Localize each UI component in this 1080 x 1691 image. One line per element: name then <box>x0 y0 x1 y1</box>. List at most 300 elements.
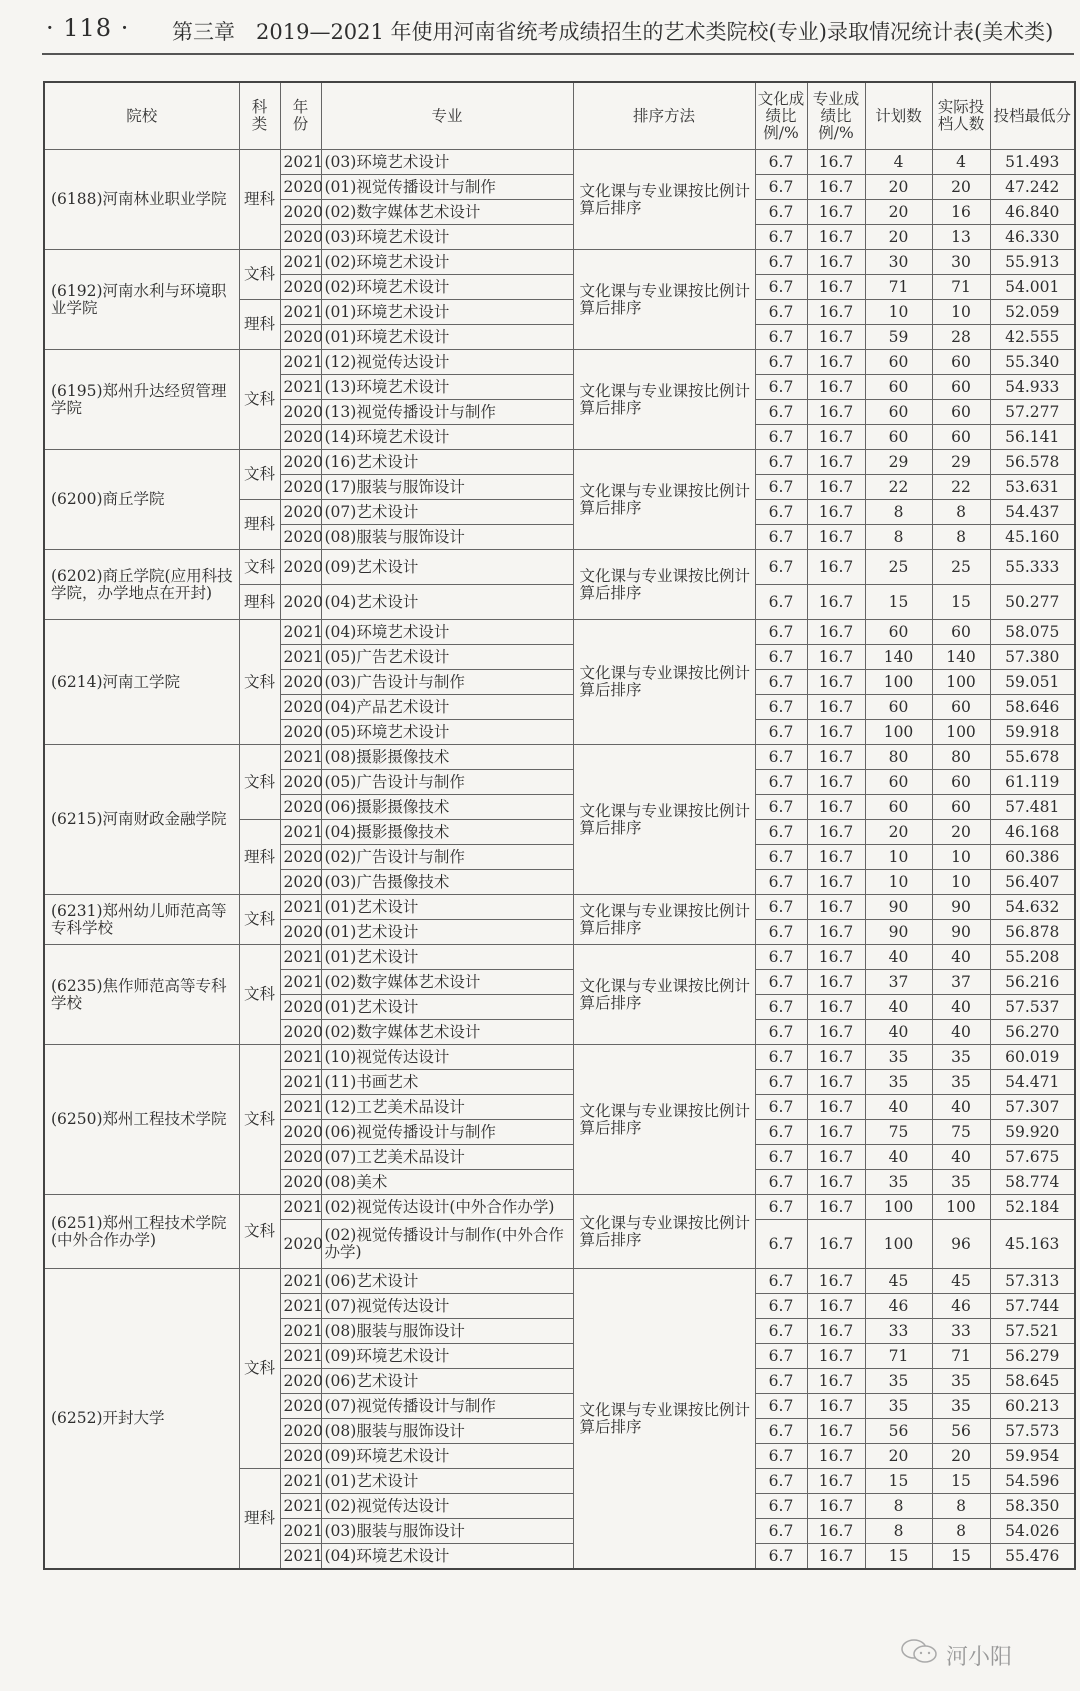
major-cell: (09)环境艺术设计 <box>321 1344 573 1369</box>
subject-type: 理科 <box>239 820 280 895</box>
year-cell: 2020 <box>280 770 321 795</box>
major-cell: (08)美术 <box>321 1170 573 1195</box>
plan-count-cell: 25 <box>865 550 932 585</box>
major-cell: (04)产品艺术设计 <box>321 695 573 720</box>
plan-count-cell: 8 <box>865 1519 932 1544</box>
culture-ratio-cell: 6.7 <box>755 1269 807 1294</box>
major-cell: (01)艺术设计 <box>321 945 573 970</box>
plan-count-cell: 40 <box>865 1145 932 1170</box>
major-ratio-cell: 16.7 <box>807 895 865 920</box>
major-cell: (01)艺术设计 <box>321 920 573 945</box>
watermark-logo <box>900 1637 1012 1673</box>
plan-count-cell: 35 <box>865 1045 932 1070</box>
culture-ratio-cell: 6.7 <box>755 1145 807 1170</box>
actual-count-cell: 90 <box>932 920 990 945</box>
major-ratio-cell: 16.7 <box>807 1544 865 1570</box>
table-row <box>44 150 1075 175</box>
plan-count-cell: 22 <box>865 475 932 500</box>
plan-count-cell: 46 <box>865 1294 932 1319</box>
major-ratio-cell: 16.7 <box>807 175 865 200</box>
table-row <box>44 945 1075 970</box>
year-cell: 2020 <box>280 670 321 695</box>
min-score-cell: 57.313 <box>990 1269 1075 1294</box>
column-header-culture-ratio: 文化成绩比例/% <box>755 82 807 150</box>
plan-count-cell: 37 <box>865 970 932 995</box>
major-ratio-cell: 16.7 <box>807 500 865 525</box>
major-cell: (01)视觉传播设计与制作 <box>321 175 573 200</box>
actual-count-cell: 35 <box>932 1070 990 1095</box>
culture-ratio-cell: 6.7 <box>755 1120 807 1145</box>
min-score-cell: 58.646 <box>990 695 1075 720</box>
culture-ratio-cell: 6.7 <box>755 300 807 325</box>
year-cell: 2020 <box>280 845 321 870</box>
major-cell: (01)艺术设计 <box>321 1469 573 1494</box>
plan-count-cell: 15 <box>865 585 932 620</box>
actual-count-cell: 13 <box>932 225 990 250</box>
major-ratio-cell: 16.7 <box>807 1419 865 1444</box>
year-cell: 2020 <box>280 1394 321 1419</box>
actual-count-cell: 20 <box>932 175 990 200</box>
culture-ratio-cell: 6.7 <box>755 250 807 275</box>
major-cell: (05)环境艺术设计 <box>321 720 573 745</box>
min-score-cell: 55.476 <box>990 1544 1075 1570</box>
year-cell: 2021 <box>280 895 321 920</box>
plan-count-cell: 60 <box>865 795 932 820</box>
plan-count-cell: 15 <box>865 1469 932 1494</box>
year-cell: 2020 <box>280 995 321 1020</box>
plan-count-cell: 100 <box>865 670 932 695</box>
major-cell: (04)摄影摄像技术 <box>321 820 573 845</box>
major-cell: (06)摄影摄像技术 <box>321 795 573 820</box>
year-cell: 2020 <box>280 200 321 225</box>
major-ratio-cell: 16.7 <box>807 795 865 820</box>
min-score-cell: 46.330 <box>990 225 1075 250</box>
column-header-major-ratio: 专业成绩比例/% <box>807 82 865 150</box>
culture-ratio-cell: 6.7 <box>755 1220 807 1269</box>
plan-count-cell: 100 <box>865 1220 932 1269</box>
actual-count-cell: 40 <box>932 1145 990 1170</box>
actual-count-cell: 71 <box>932 275 990 300</box>
culture-ratio-cell: 6.7 <box>755 1344 807 1369</box>
culture-ratio-cell: 6.7 <box>755 870 807 895</box>
year-cell: 2021 <box>280 150 321 175</box>
culture-ratio-cell: 6.7 <box>755 845 807 870</box>
year-cell: 2020 <box>280 720 321 745</box>
table-row <box>44 745 1075 770</box>
actual-count-cell: 71 <box>932 1344 990 1369</box>
sort-method: 文化课与专业课按比例计算后排序 <box>573 945 755 1045</box>
major-cell: (09)环境艺术设计 <box>321 1444 573 1469</box>
major-cell: (06)艺术设计 <box>321 1369 573 1394</box>
major-ratio-cell: 16.7 <box>807 250 865 275</box>
min-score-cell: 57.380 <box>990 645 1075 670</box>
min-score-cell: 59.920 <box>990 1120 1075 1145</box>
subject-type: 文科 <box>239 450 280 500</box>
culture-ratio-cell: 6.7 <box>755 695 807 720</box>
actual-count-cell: 20 <box>932 820 990 845</box>
culture-ratio-cell: 6.7 <box>755 745 807 770</box>
major-cell: (03)环境艺术设计 <box>321 150 573 175</box>
year-cell: 2020 <box>280 1020 321 1045</box>
sort-method: 文化课与专业课按比例计算后排序 <box>573 250 755 350</box>
culture-ratio-cell: 6.7 <box>755 1095 807 1120</box>
plan-count-cell: 40 <box>865 945 932 970</box>
school-name: (6252)开封大学 <box>44 1269 239 1570</box>
actual-count-cell: 75 <box>932 1120 990 1145</box>
plan-count-cell: 20 <box>865 175 932 200</box>
min-score-cell: 56.141 <box>990 425 1075 450</box>
culture-ratio-cell: 6.7 <box>755 225 807 250</box>
actual-count-cell: 22 <box>932 475 990 500</box>
table-row <box>44 450 1075 475</box>
min-score-cell: 54.632 <box>990 895 1075 920</box>
plan-count-cell: 59 <box>865 325 932 350</box>
plan-count-cell: 45 <box>865 1269 932 1294</box>
major-ratio-cell: 16.7 <box>807 150 865 175</box>
major-ratio-cell: 16.7 <box>807 475 865 500</box>
year-cell: 2021 <box>280 970 321 995</box>
plan-count-cell: 35 <box>865 1170 932 1195</box>
year-cell: 2021 <box>280 620 321 645</box>
table-row <box>44 1045 1075 1070</box>
major-ratio-cell: 16.7 <box>807 1444 865 1469</box>
sort-method: 文化课与专业课按比例计算后排序 <box>573 350 755 450</box>
plan-count-cell: 140 <box>865 645 932 670</box>
column-header-major: 专业 <box>321 82 573 150</box>
actual-count-cell: 10 <box>932 845 990 870</box>
culture-ratio-cell: 6.7 <box>755 500 807 525</box>
year-cell: 2021 <box>280 1070 321 1095</box>
min-score-cell: 57.573 <box>990 1419 1075 1444</box>
year-cell: 2020 <box>280 695 321 720</box>
wechat-icon <box>900 1637 940 1673</box>
year-cell: 2021 <box>280 820 321 845</box>
culture-ratio-cell: 6.7 <box>755 275 807 300</box>
plan-count-cell: 60 <box>865 695 932 720</box>
plan-count-cell: 75 <box>865 1120 932 1145</box>
school-name: (6215)河南财政金融学院 <box>44 745 239 895</box>
major-cell: (03)服装与服饰设计 <box>321 1519 573 1544</box>
school-name: (6195)郑州升达经贸管理学院 <box>44 350 239 450</box>
plan-count-cell: 60 <box>865 620 932 645</box>
min-score-cell: 56.578 <box>990 450 1075 475</box>
sort-method: 文化课与专业课按比例计算后排序 <box>573 550 755 620</box>
major-ratio-cell: 16.7 <box>807 995 865 1020</box>
major-ratio-cell: 16.7 <box>807 870 865 895</box>
major-ratio-cell: 16.7 <box>807 1369 865 1394</box>
year-cell: 2020 <box>280 1220 321 1269</box>
plan-count-cell: 33 <box>865 1319 932 1344</box>
subject-type: 理科 <box>239 585 280 620</box>
min-score-cell: 59.051 <box>990 670 1075 695</box>
year-cell: 2020 <box>280 1120 321 1145</box>
major-ratio-cell: 16.7 <box>807 1319 865 1344</box>
table-row <box>44 350 1075 375</box>
actual-count-cell: 10 <box>932 870 990 895</box>
major-ratio-cell: 16.7 <box>807 1494 865 1519</box>
actual-count-cell: 16 <box>932 200 990 225</box>
year-cell: 2021 <box>280 645 321 670</box>
major-cell: (07)视觉传达设计 <box>321 1294 573 1319</box>
major-cell: (04)环境艺术设计 <box>321 1544 573 1570</box>
actual-count-cell: 10 <box>932 300 990 325</box>
major-cell: (08)服装与服饰设计 <box>321 525 573 550</box>
major-cell: (10)视觉传达设计 <box>321 1045 573 1070</box>
min-score-cell: 52.059 <box>990 300 1075 325</box>
plan-count-cell: 60 <box>865 770 932 795</box>
subject-type: 理科 <box>239 500 280 550</box>
min-score-cell: 55.678 <box>990 745 1075 770</box>
major-cell: (07)视觉传播设计与制作 <box>321 1394 573 1419</box>
major-cell: (17)服装与服饰设计 <box>321 475 573 500</box>
year-cell: 2021 <box>280 1269 321 1294</box>
culture-ratio-cell: 6.7 <box>755 1419 807 1444</box>
culture-ratio-cell: 6.7 <box>755 1394 807 1419</box>
major-ratio-cell: 16.7 <box>807 1519 865 1544</box>
major-ratio-cell: 16.7 <box>807 1344 865 1369</box>
culture-ratio-cell: 6.7 <box>755 1469 807 1494</box>
plan-count-cell: 71 <box>865 1344 932 1369</box>
min-score-cell: 56.270 <box>990 1020 1075 1045</box>
column-header-year: 年份 <box>280 82 321 150</box>
actual-count-cell: 60 <box>932 770 990 795</box>
culture-ratio-cell: 6.7 <box>755 670 807 695</box>
min-score-cell: 54.001 <box>990 275 1075 300</box>
year-cell: 2021 <box>280 350 321 375</box>
plan-count-cell: 60 <box>865 350 932 375</box>
min-score-cell: 57.537 <box>990 995 1075 1020</box>
min-score-cell: 60.019 <box>990 1045 1075 1070</box>
major-ratio-cell: 16.7 <box>807 770 865 795</box>
major-ratio-cell: 16.7 <box>807 450 865 475</box>
column-header-actual-count: 实际投档人数 <box>932 82 990 150</box>
major-cell: (04)艺术设计 <box>321 585 573 620</box>
major-ratio-cell: 16.7 <box>807 225 865 250</box>
actual-count-cell: 8 <box>932 1519 990 1544</box>
min-score-cell: 54.437 <box>990 500 1075 525</box>
actual-count-cell: 60 <box>932 620 990 645</box>
actual-count-cell: 100 <box>932 720 990 745</box>
year-cell: 2020 <box>280 175 321 200</box>
actual-count-cell: 60 <box>932 695 990 720</box>
school-name: (6200)商丘学院 <box>44 450 239 550</box>
major-cell: (02)数字媒体艺术设计 <box>321 200 573 225</box>
actual-count-cell: 90 <box>932 895 990 920</box>
table-row <box>44 895 1075 920</box>
year-cell: 2020 <box>280 870 321 895</box>
min-score-cell: 55.340 <box>990 350 1075 375</box>
plan-count-cell: 35 <box>865 1394 932 1419</box>
culture-ratio-cell: 6.7 <box>755 1195 807 1220</box>
sort-method: 文化课与专业课按比例计算后排序 <box>573 620 755 745</box>
actual-count-cell: 60 <box>932 400 990 425</box>
major-cell: (13)视觉传播设计与制作 <box>321 400 573 425</box>
actual-count-cell: 8 <box>932 500 990 525</box>
plan-count-cell: 10 <box>865 300 932 325</box>
plan-count-cell: 56 <box>865 1419 932 1444</box>
major-ratio-cell: 16.7 <box>807 695 865 720</box>
column-header-plan-count: 计划数 <box>865 82 932 150</box>
major-cell: (02)视觉传达设计 <box>321 1494 573 1519</box>
year-cell: 2020 <box>280 585 321 620</box>
major-cell: (06)艺术设计 <box>321 1269 573 1294</box>
actual-count-cell: 28 <box>932 325 990 350</box>
year-cell: 2021 <box>280 375 321 400</box>
major-cell: (01)艺术设计 <box>321 995 573 1020</box>
major-cell: (05)广告设计与制作 <box>321 770 573 795</box>
culture-ratio-cell: 6.7 <box>755 620 807 645</box>
culture-ratio-cell: 6.7 <box>755 945 807 970</box>
min-score-cell: 55.333 <box>990 550 1075 585</box>
major-ratio-cell: 16.7 <box>807 325 865 350</box>
major-ratio-cell: 16.7 <box>807 275 865 300</box>
table-row <box>44 250 1075 275</box>
plan-count-cell: 4 <box>865 150 932 175</box>
major-ratio-cell: 16.7 <box>807 425 865 450</box>
culture-ratio-cell: 6.7 <box>755 550 807 585</box>
plan-count-cell: 90 <box>865 895 932 920</box>
plan-count-cell: 60 <box>865 400 932 425</box>
min-score-cell: 61.119 <box>990 770 1075 795</box>
school-name: (6251)郑州工程技术学院(中外合作办学) <box>44 1195 239 1269</box>
subject-type: 文科 <box>239 620 280 745</box>
plan-count-cell: 60 <box>865 375 932 400</box>
column-header-subject-type: 科类 <box>239 82 280 150</box>
plan-count-cell: 100 <box>865 1195 932 1220</box>
major-ratio-cell: 16.7 <box>807 1070 865 1095</box>
actual-count-cell: 60 <box>932 795 990 820</box>
actual-count-cell: 40 <box>932 995 990 1020</box>
major-cell: (02)环境艺术设计 <box>321 250 573 275</box>
year-cell: 2020 <box>280 450 321 475</box>
year-cell: 2021 <box>280 745 321 770</box>
major-ratio-cell: 16.7 <box>807 820 865 845</box>
culture-ratio-cell: 6.7 <box>755 425 807 450</box>
page-number: · 118 · <box>46 14 130 42</box>
major-ratio-cell: 16.7 <box>807 400 865 425</box>
plan-count-cell: 20 <box>865 820 932 845</box>
actual-count-cell: 8 <box>932 525 990 550</box>
plan-count-cell: 60 <box>865 425 932 450</box>
school-name: (6231)郑州幼儿师范高等专科学校 <box>44 895 239 945</box>
year-cell: 2020 <box>280 325 321 350</box>
plan-count-cell: 15 <box>865 1544 932 1570</box>
table-row <box>44 620 1075 645</box>
actual-count-cell: 4 <box>932 150 990 175</box>
plan-count-cell: 90 <box>865 920 932 945</box>
min-score-cell: 54.026 <box>990 1519 1075 1544</box>
min-score-cell: 60.213 <box>990 1394 1075 1419</box>
year-cell: 2021 <box>280 1095 321 1120</box>
culture-ratio-cell: 6.7 <box>755 1170 807 1195</box>
min-score-cell: 54.933 <box>990 375 1075 400</box>
year-cell: 2021 <box>280 300 321 325</box>
column-header-min-score: 投档最低分 <box>990 82 1075 150</box>
major-ratio-cell: 16.7 <box>807 1120 865 1145</box>
year-cell: 2021 <box>280 1469 321 1494</box>
culture-ratio-cell: 6.7 <box>755 970 807 995</box>
major-cell: (13)环境艺术设计 <box>321 375 573 400</box>
culture-ratio-cell: 6.7 <box>755 475 807 500</box>
sort-method: 文化课与专业课按比例计算后排序 <box>573 1269 755 1570</box>
actual-count-cell: 40 <box>932 1095 990 1120</box>
culture-ratio-cell: 6.7 <box>755 1444 807 1469</box>
major-cell: (14)环境艺术设计 <box>321 425 573 450</box>
major-cell: (02)数字媒体艺术设计 <box>321 1020 573 1045</box>
year-cell: 2021 <box>280 1544 321 1570</box>
school-name: (6214)河南工学院 <box>44 620 239 745</box>
school-name: (6250)郑州工程技术学院 <box>44 1045 239 1195</box>
major-cell: (01)环境艺术设计 <box>321 300 573 325</box>
major-ratio-cell: 16.7 <box>807 200 865 225</box>
culture-ratio-cell: 6.7 <box>755 400 807 425</box>
watermark-label: 河小阳 <box>946 1644 1013 1670</box>
culture-ratio-cell: 6.7 <box>755 1494 807 1519</box>
major-cell: (08)服装与服饰设计 <box>321 1419 573 1444</box>
major-ratio-cell: 16.7 <box>807 585 865 620</box>
year-cell: 2021 <box>280 1494 321 1519</box>
culture-ratio-cell: 6.7 <box>755 375 807 400</box>
year-cell: 2021 <box>280 1045 321 1070</box>
actual-count-cell: 60 <box>932 425 990 450</box>
min-score-cell: 60.386 <box>990 845 1075 870</box>
actual-count-cell: 46 <box>932 1294 990 1319</box>
major-cell: (09)艺术设计 <box>321 550 573 585</box>
culture-ratio-cell: 6.7 <box>755 1319 807 1344</box>
actual-count-cell: 60 <box>932 375 990 400</box>
actual-count-cell: 15 <box>932 1544 990 1570</box>
culture-ratio-cell: 6.7 <box>755 525 807 550</box>
min-score-cell: 54.471 <box>990 1070 1075 1095</box>
year-cell: 2020 <box>280 225 321 250</box>
school-name: (6202)商丘学院(应用科技学院，办学地点在开封) <box>44 550 239 620</box>
major-cell: (04)环境艺术设计 <box>321 620 573 645</box>
sort-method: 文化课与专业课按比例计算后排序 <box>573 1045 755 1195</box>
subject-type: 文科 <box>239 895 280 945</box>
sort-method: 文化课与专业课按比例计算后排序 <box>573 450 755 550</box>
min-score-cell: 56.279 <box>990 1344 1075 1369</box>
culture-ratio-cell: 6.7 <box>755 770 807 795</box>
actual-count-cell: 35 <box>932 1170 990 1195</box>
min-score-cell: 46.168 <box>990 820 1075 845</box>
subject-type: 文科 <box>239 1269 280 1469</box>
school-name: (6188)河南林业职业学院 <box>44 150 239 250</box>
actual-count-cell: 100 <box>932 670 990 695</box>
subject-type: 文科 <box>239 745 280 820</box>
min-score-cell: 57.675 <box>990 1145 1075 1170</box>
subject-type: 文科 <box>239 945 280 1045</box>
subject-type: 理科 <box>239 150 280 250</box>
min-score-cell: 52.184 <box>990 1195 1075 1220</box>
major-cell: (03)广告摄像技术 <box>321 870 573 895</box>
min-score-cell: 58.075 <box>990 620 1075 645</box>
plan-count-cell: 20 <box>865 200 932 225</box>
min-score-cell: 58.774 <box>990 1170 1075 1195</box>
subject-type: 理科 <box>239 1469 280 1570</box>
actual-count-cell: 35 <box>932 1369 990 1394</box>
min-score-cell: 57.744 <box>990 1294 1075 1319</box>
subject-type: 文科 <box>239 1195 280 1269</box>
major-cell: (03)广告设计与制作 <box>321 670 573 695</box>
major-ratio-cell: 16.7 <box>807 1394 865 1419</box>
header-divider <box>42 53 1074 55</box>
sort-method: 文化课与专业课按比例计算后排序 <box>573 895 755 945</box>
major-ratio-cell: 16.7 <box>807 970 865 995</box>
major-ratio-cell: 16.7 <box>807 1170 865 1195</box>
column-header-school: 院校 <box>44 82 239 150</box>
actual-count-cell: 35 <box>932 1045 990 1070</box>
year-cell: 2020 <box>280 920 321 945</box>
